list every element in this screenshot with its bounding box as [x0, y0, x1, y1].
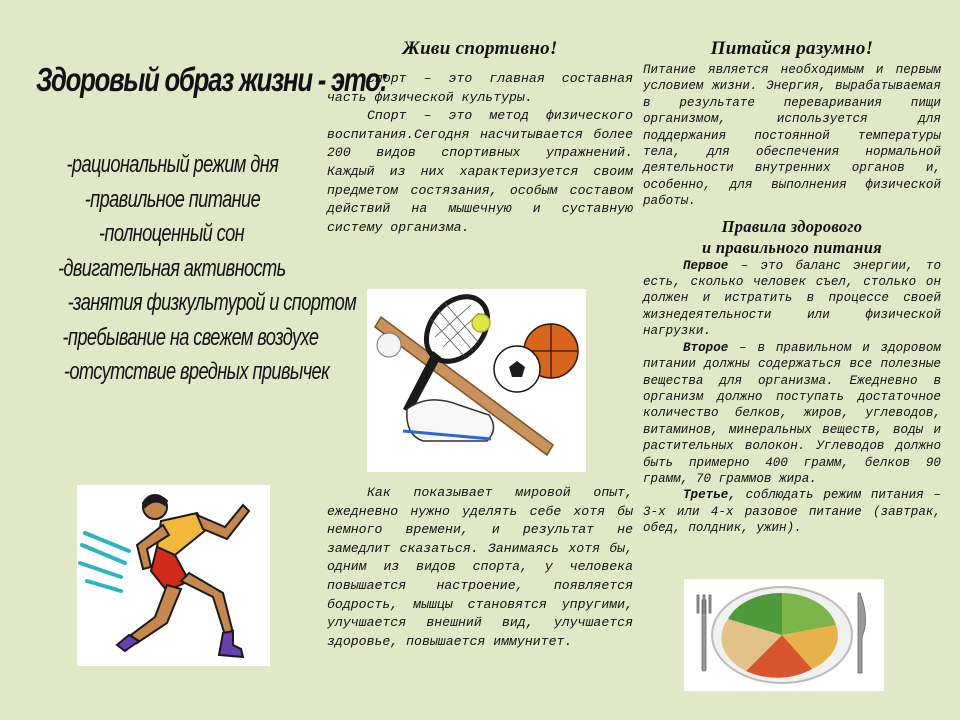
sport-paragraph-3: Как показывает мировой опыт, ежедневно нужно уделять себе хотя бы немного времени, и результат не замедлит сказаться. Занимаясь хотя бы, одним из видов спорта, у человека повышается настроение, появляется бодрость, мышцы становятся упругими, улучшается внешний вид, улучшается здоровье, повышается иммунитет. — [327, 485, 633, 649]
rules-title-line-2: и правильного питания — [702, 237, 882, 257]
runner-illustration — [77, 485, 270, 666]
main-title: Здоровый образ жизни - это: — [36, 61, 387, 98]
sport-title: Живи спортивно! — [402, 38, 558, 59]
sport-section — [327, 38, 633, 237]
habit-item: -пребывание на свежем воздухе — [62, 323, 319, 351]
habit-item: -правильное питание — [84, 185, 260, 213]
sport-paragraph-1: Спорт – это главная составная часть физической культуры. — [327, 71, 633, 105]
nutrition-section — [643, 38, 941, 537]
rule-3 — [643, 487, 941, 536]
habits-list — [22, 148, 357, 390]
rule-2-text: – в правильном и здоровом питании должны содержаться все полезные вещества для организма. Ежедневно в организм должно поступать достаточное количество белков, жиров, углеводов, витаминов, минеральных веществ, воды и растительных волокон. Углеводов должно быть примерно 400 грамм, белков 90 грамм, 70 граммов жира. — [643, 340, 941, 486]
rule-1 — [643, 258, 941, 340]
rules-title-line-1: Правила здорового — [721, 216, 863, 236]
rule-1-text: – это баланс энергии, то есть, сколько человек съел, столько он должен и истратить в процессе своей жизнедеятельности или физической нагрузки. — [643, 258, 941, 339]
sport-paragraph-2: Спорт – это метод физического воспитания.Сегодня насчитывается более 200 видов спортивных упражнений. Каждый из них характеризуется своим предметом состязания, особым составом действий на мышечную и суставную систему организма. — [327, 108, 633, 235]
food-plate-illustration — [684, 579, 884, 691]
habit-item: -рациональный режим дня — [66, 151, 278, 178]
habit-item: -двигательная активность — [58, 254, 286, 282]
nutrition-paragraph: Питание является необходимым и первым условием жизни. Энергия, вырабатываемая в результате переваривания пищи организмом, используется для поддержания постоянной температуры тела, для обеспечения нормальной деятельности внутренних органов и, особенно, для выполнения физической работы. — [643, 63, 941, 209]
rule-3-text: соблюдать режим питания – 3-х или 4-х разовое питание (завтрак, обед, полдник, ужин). — [643, 488, 941, 536]
rules-title — [643, 216, 941, 258]
habit-item: -полноценный сон — [99, 220, 245, 247]
rule-2-keyword: Второе — [683, 340, 729, 355]
habit-item: -занятия физкультурой и спортом — [67, 289, 357, 316]
rule-3-keyword: Третье, — [683, 488, 736, 503]
rule-2 — [643, 340, 941, 488]
sport-section-continued — [327, 484, 633, 651]
sports-equipment-illustration — [367, 289, 586, 472]
habit-item: -отсутствие вредных привычек — [63, 358, 330, 385]
rule-1-keyword: Первое — [683, 258, 729, 273]
nutrition-title: Питайся разумно! — [710, 38, 874, 59]
